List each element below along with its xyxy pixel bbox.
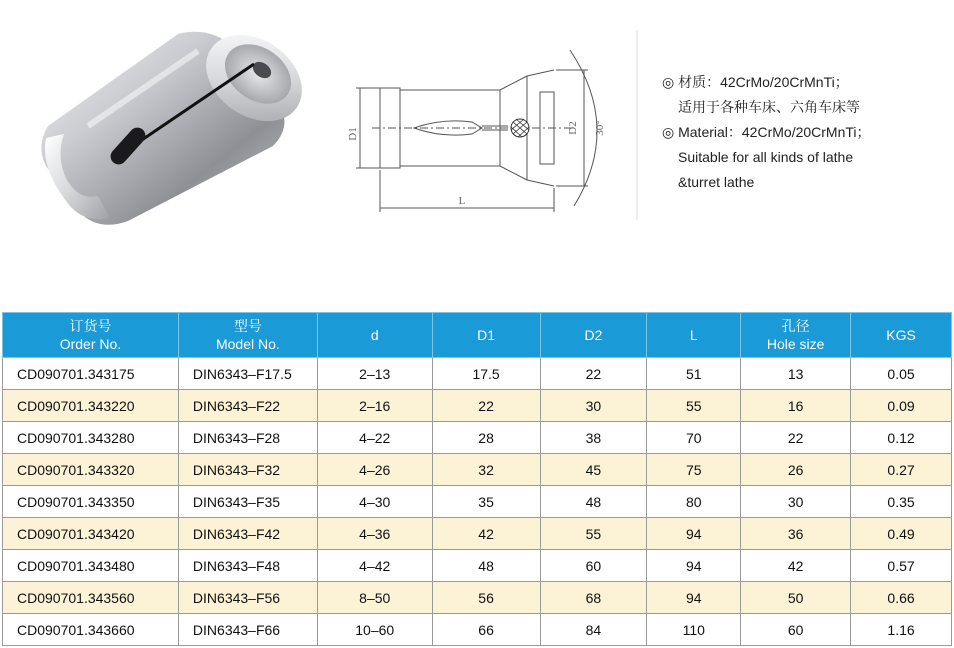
table-cell: 56 bbox=[432, 582, 540, 614]
table-cell: 35 bbox=[432, 486, 540, 518]
table-cell: CD090701.343350 bbox=[3, 486, 179, 518]
table-cell: 45 bbox=[540, 454, 647, 486]
table-cell: 0.09 bbox=[851, 390, 952, 422]
table-cell: DIN6343–F56 bbox=[178, 582, 317, 614]
table-cell: 94 bbox=[647, 550, 741, 582]
table-row bbox=[3, 454, 952, 486]
table-cell: DIN6343–F17.5 bbox=[178, 358, 317, 390]
table-row bbox=[3, 550, 952, 582]
table-cell: 60 bbox=[741, 614, 851, 646]
table-cell: 28 bbox=[432, 422, 540, 454]
table-cell: 0.27 bbox=[851, 454, 952, 486]
l-dim-label: L bbox=[458, 195, 466, 207]
table-cell: DIN6343–F42 bbox=[178, 518, 317, 550]
header-l: L bbox=[647, 313, 741, 358]
table-cell: 4–30 bbox=[317, 486, 432, 518]
table-cell: 48 bbox=[432, 550, 540, 582]
table-cell: 16 bbox=[741, 390, 851, 422]
header-d1: D1 bbox=[432, 313, 540, 358]
header-d: d bbox=[317, 313, 432, 358]
table-cell: 4–26 bbox=[317, 454, 432, 486]
table-cell: 80 bbox=[647, 486, 741, 518]
table-cell: 4–22 bbox=[317, 422, 432, 454]
table-cell: 70 bbox=[647, 422, 741, 454]
table-cell: CD090701.343660 bbox=[3, 614, 179, 646]
d2-dim-label: D2 bbox=[567, 121, 579, 135]
table-cell: 22 bbox=[540, 358, 647, 390]
table-cell: 2–13 bbox=[317, 358, 432, 390]
table-cell: 22 bbox=[432, 390, 540, 422]
table-row bbox=[3, 518, 952, 550]
table-cell: 55 bbox=[540, 518, 647, 550]
table-cell: 4–42 bbox=[317, 550, 432, 582]
table-cell: 0.12 bbox=[851, 422, 952, 454]
material-en-line: ◎ Material：42CrMo/20CrMnTi； bbox=[662, 124, 871, 140]
table-cell: 60 bbox=[540, 550, 647, 582]
table-cell: 36 bbox=[741, 518, 851, 550]
usage-en-line: Suitable for all kinds of lathe bbox=[678, 149, 854, 165]
table-cell: 30 bbox=[540, 390, 647, 422]
usage-zh-line: 适用于各种车床、六角车床等 bbox=[678, 99, 860, 115]
table-cell: CD090701.343480 bbox=[3, 550, 179, 582]
collet-product-photo bbox=[18, 6, 318, 234]
table-row bbox=[3, 486, 952, 518]
table-cell: 10–60 bbox=[317, 614, 432, 646]
table-cell: 75 bbox=[647, 454, 741, 486]
table-row bbox=[3, 582, 952, 614]
header-kgs: KGS bbox=[851, 313, 952, 358]
d1-dim-label: D1 bbox=[347, 127, 359, 141]
table-row bbox=[3, 358, 952, 390]
table-cell: 17.5 bbox=[432, 358, 540, 390]
table-row bbox=[3, 614, 952, 646]
table-cell: CD090701.343220 bbox=[3, 390, 179, 422]
table-cell: CD090701.343420 bbox=[3, 518, 179, 550]
header-hole-size: 孔径 Hole size bbox=[741, 313, 851, 358]
spec-table bbox=[2, 312, 952, 646]
table-cell: 26 bbox=[741, 454, 851, 486]
table-cell: DIN6343–F35 bbox=[178, 486, 317, 518]
table-cell: 94 bbox=[647, 582, 741, 614]
header-d2: D2 bbox=[540, 313, 647, 358]
table-cell: DIN6343–F48 bbox=[178, 550, 317, 582]
table-cell: CD090701.343320 bbox=[3, 454, 179, 486]
table-cell: 13 bbox=[741, 358, 851, 390]
table-cell: 0.49 bbox=[851, 518, 952, 550]
usage-en-line-2: &turret lathe bbox=[678, 174, 755, 190]
table-cell: DIN6343–F22 bbox=[178, 390, 317, 422]
table-cell: DIN6343–F28 bbox=[178, 422, 317, 454]
table-cell: CD090701.343280 bbox=[3, 422, 179, 454]
table-cell: DIN6343–F66 bbox=[178, 614, 317, 646]
table-cell: 2–16 bbox=[317, 390, 432, 422]
table-cell: CD090701.343175 bbox=[3, 358, 179, 390]
table-row bbox=[3, 422, 952, 454]
table-body bbox=[3, 358, 952, 646]
table-cell: 32 bbox=[432, 454, 540, 486]
table-cell: 0.57 bbox=[851, 550, 952, 582]
material-zh-line: ◎ 材质：42CrMo/20CrMnTi； bbox=[662, 74, 849, 90]
table-cell: 38 bbox=[540, 422, 647, 454]
table-cell: 30 bbox=[741, 486, 851, 518]
table-cell: 66 bbox=[432, 614, 540, 646]
collet-technical-drawing bbox=[322, 30, 638, 220]
table-cell: 0.35 bbox=[851, 486, 952, 518]
table-cell: 68 bbox=[540, 582, 647, 614]
table-cell: 48 bbox=[540, 486, 647, 518]
header-model-no: 型号 Model No. bbox=[178, 313, 317, 358]
table-cell: 94 bbox=[647, 518, 741, 550]
material-description bbox=[662, 70, 871, 195]
table-cell: 50 bbox=[741, 582, 851, 614]
table-cell: 84 bbox=[540, 614, 647, 646]
table-cell: 1.16 bbox=[851, 614, 952, 646]
table-cell: 0.05 bbox=[851, 358, 952, 390]
table-cell: 51 bbox=[647, 358, 741, 390]
table-cell: 0.66 bbox=[851, 582, 952, 614]
table-cell: 42 bbox=[432, 518, 540, 550]
table-cell: CD090701.343560 bbox=[3, 582, 179, 614]
table-cell: 22 bbox=[741, 422, 851, 454]
header-order-no: 订货号 Order No. bbox=[3, 313, 179, 358]
table-cell: 4–36 bbox=[317, 518, 432, 550]
angle-label: 30° bbox=[594, 120, 606, 136]
table-cell: 42 bbox=[741, 550, 851, 582]
table-cell: 8–50 bbox=[317, 582, 432, 614]
table-header-row bbox=[3, 313, 952, 358]
table-cell: 55 bbox=[647, 390, 741, 422]
table-cell: DIN6343–F32 bbox=[178, 454, 317, 486]
table-cell: 110 bbox=[647, 614, 741, 646]
table-row bbox=[3, 390, 952, 422]
